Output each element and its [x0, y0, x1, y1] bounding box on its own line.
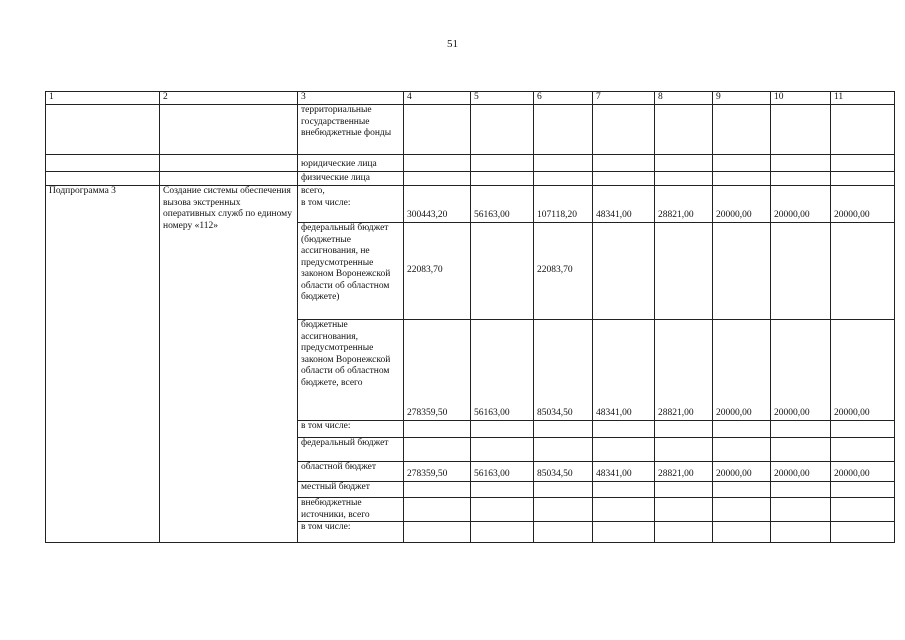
value-cell [534, 482, 593, 498]
source-label: физические лица [298, 172, 404, 186]
header-cell: 3 [298, 92, 404, 105]
value-cell [655, 522, 713, 543]
value-cell [471, 172, 534, 186]
value-cell [471, 223, 534, 320]
source-label: в том числе: [298, 522, 404, 543]
source-label: местный бюджет [298, 482, 404, 498]
value-cell [471, 105, 534, 155]
value-cell [404, 498, 471, 522]
value-cell [831, 223, 895, 320]
value-cell [404, 155, 471, 172]
value-cell: 20000,00 [771, 320, 831, 421]
empty-cell [46, 172, 160, 186]
source-label: федеральный бюджет [298, 438, 404, 462]
header-cell: 6 [534, 92, 593, 105]
source-label: территориальные государственные внебюджетные фонды [298, 105, 404, 155]
value-cell [534, 522, 593, 543]
value-cell: 28821,00 [655, 462, 713, 482]
value-cell: 20000,00 [771, 186, 831, 223]
value-cell: 48341,00 [593, 186, 655, 223]
value-cell [534, 172, 593, 186]
value-cell [471, 482, 534, 498]
value-cell [471, 155, 534, 172]
value-cell [771, 155, 831, 172]
value-cell [771, 522, 831, 543]
value-cell [713, 223, 771, 320]
value-cell [713, 105, 771, 155]
header-cell: 8 [655, 92, 713, 105]
value-cell: 85034,50 [534, 320, 593, 421]
value-cell [593, 105, 655, 155]
value-cell [771, 482, 831, 498]
value-cell [471, 498, 534, 522]
value-cell: 20000,00 [831, 186, 895, 223]
value-cell: 300443,20 [404, 186, 471, 223]
empty-cell [160, 155, 298, 172]
table-row [46, 172, 895, 186]
value-cell: 22083,70 [534, 223, 593, 320]
value-cell: 56163,00 [471, 186, 534, 223]
budget-table [45, 91, 895, 543]
table-row [46, 186, 895, 223]
value-cell [593, 438, 655, 462]
value-cell [655, 421, 713, 438]
value-cell: 107118,20 [534, 186, 593, 223]
value-cell [404, 421, 471, 438]
value-cell: 20000,00 [831, 320, 895, 421]
value-cell [713, 421, 771, 438]
source-label: федеральный бюджет (бюджетные ассигнования, не предусмотренные законом Воронежской области об областном бюджете) [298, 223, 404, 320]
value-cell [534, 498, 593, 522]
value-cell [404, 105, 471, 155]
value-cell: 56163,00 [471, 320, 534, 421]
value-cell [593, 482, 655, 498]
table-row [46, 105, 895, 155]
value-cell [771, 223, 831, 320]
value-cell [831, 482, 895, 498]
header-cell: 7 [593, 92, 655, 105]
header-cell: 2 [160, 92, 298, 105]
value-cell [831, 498, 895, 522]
value-cell [593, 155, 655, 172]
value-cell [655, 482, 713, 498]
source-label: бюджетные ассигнования, предусмотренные законом Воронежской области об областном бюджете, всего [298, 320, 404, 421]
value-cell [713, 155, 771, 172]
value-cell [534, 155, 593, 172]
value-cell [534, 105, 593, 155]
header-cell: 9 [713, 92, 771, 105]
value-cell [593, 421, 655, 438]
value-cell: 20000,00 [713, 186, 771, 223]
value-cell [771, 105, 831, 155]
value-cell [771, 421, 831, 438]
header-cell: 1 [46, 92, 160, 105]
empty-cell [46, 155, 160, 172]
value-cell [404, 438, 471, 462]
value-cell [655, 498, 713, 522]
empty-cell [160, 172, 298, 186]
value-cell [831, 105, 895, 155]
table-row [46, 155, 895, 172]
value-cell [404, 522, 471, 543]
source-label: в том числе: [298, 421, 404, 438]
header-cell: 4 [404, 92, 471, 105]
value-cell [593, 223, 655, 320]
value-cell [534, 421, 593, 438]
value-cell [831, 421, 895, 438]
value-cell [713, 438, 771, 462]
value-cell [404, 172, 471, 186]
value-cell: 85034,50 [534, 462, 593, 482]
subprogram-name: Создание системы обеспечения вызова экстренных оперативных служб по единому номеру «112» [160, 186, 298, 543]
value-cell [831, 155, 895, 172]
value-cell [713, 522, 771, 543]
value-cell: 22083,70 [404, 223, 471, 320]
value-cell [593, 498, 655, 522]
value-cell [471, 421, 534, 438]
source-label: областной бюджет [298, 462, 404, 482]
value-cell [655, 223, 713, 320]
value-cell: 48341,00 [593, 320, 655, 421]
value-cell [771, 438, 831, 462]
value-cell: 278359,50 [404, 462, 471, 482]
value-cell [831, 438, 895, 462]
empty-cell [46, 105, 160, 155]
header-cell: 11 [831, 92, 895, 105]
value-cell [713, 498, 771, 522]
value-cell [655, 438, 713, 462]
source-label: всего, в том числе: [298, 186, 404, 223]
value-cell: 20000,00 [771, 462, 831, 482]
source-label: внебюджетные источники, всего [298, 498, 404, 522]
value-cell [713, 482, 771, 498]
value-cell: 20000,00 [713, 462, 771, 482]
header-cell: 5 [471, 92, 534, 105]
value-cell: 20000,00 [713, 320, 771, 421]
value-cell [655, 105, 713, 155]
value-cell [831, 522, 895, 543]
subprogram-code: Подпрограмма 3 [46, 186, 160, 543]
value-cell: 28821,00 [655, 186, 713, 223]
value-cell [534, 438, 593, 462]
value-cell [471, 522, 534, 543]
value-cell [771, 498, 831, 522]
source-label: юридические лица [298, 155, 404, 172]
value-cell [593, 522, 655, 543]
header-cell: 10 [771, 92, 831, 105]
value-cell [831, 172, 895, 186]
value-cell [593, 172, 655, 186]
page-number: 51 [447, 38, 458, 50]
value-cell: 28821,00 [655, 320, 713, 421]
value-cell [404, 482, 471, 498]
value-cell: 48341,00 [593, 462, 655, 482]
value-cell: 278359,50 [404, 320, 471, 421]
value-cell: 20000,00 [831, 462, 895, 482]
value-cell [771, 172, 831, 186]
value-cell [655, 172, 713, 186]
value-cell: 56163,00 [471, 462, 534, 482]
value-cell [471, 438, 534, 462]
value-cell [655, 155, 713, 172]
empty-cell [160, 105, 298, 155]
value-cell [713, 172, 771, 186]
header-row [46, 92, 895, 105]
